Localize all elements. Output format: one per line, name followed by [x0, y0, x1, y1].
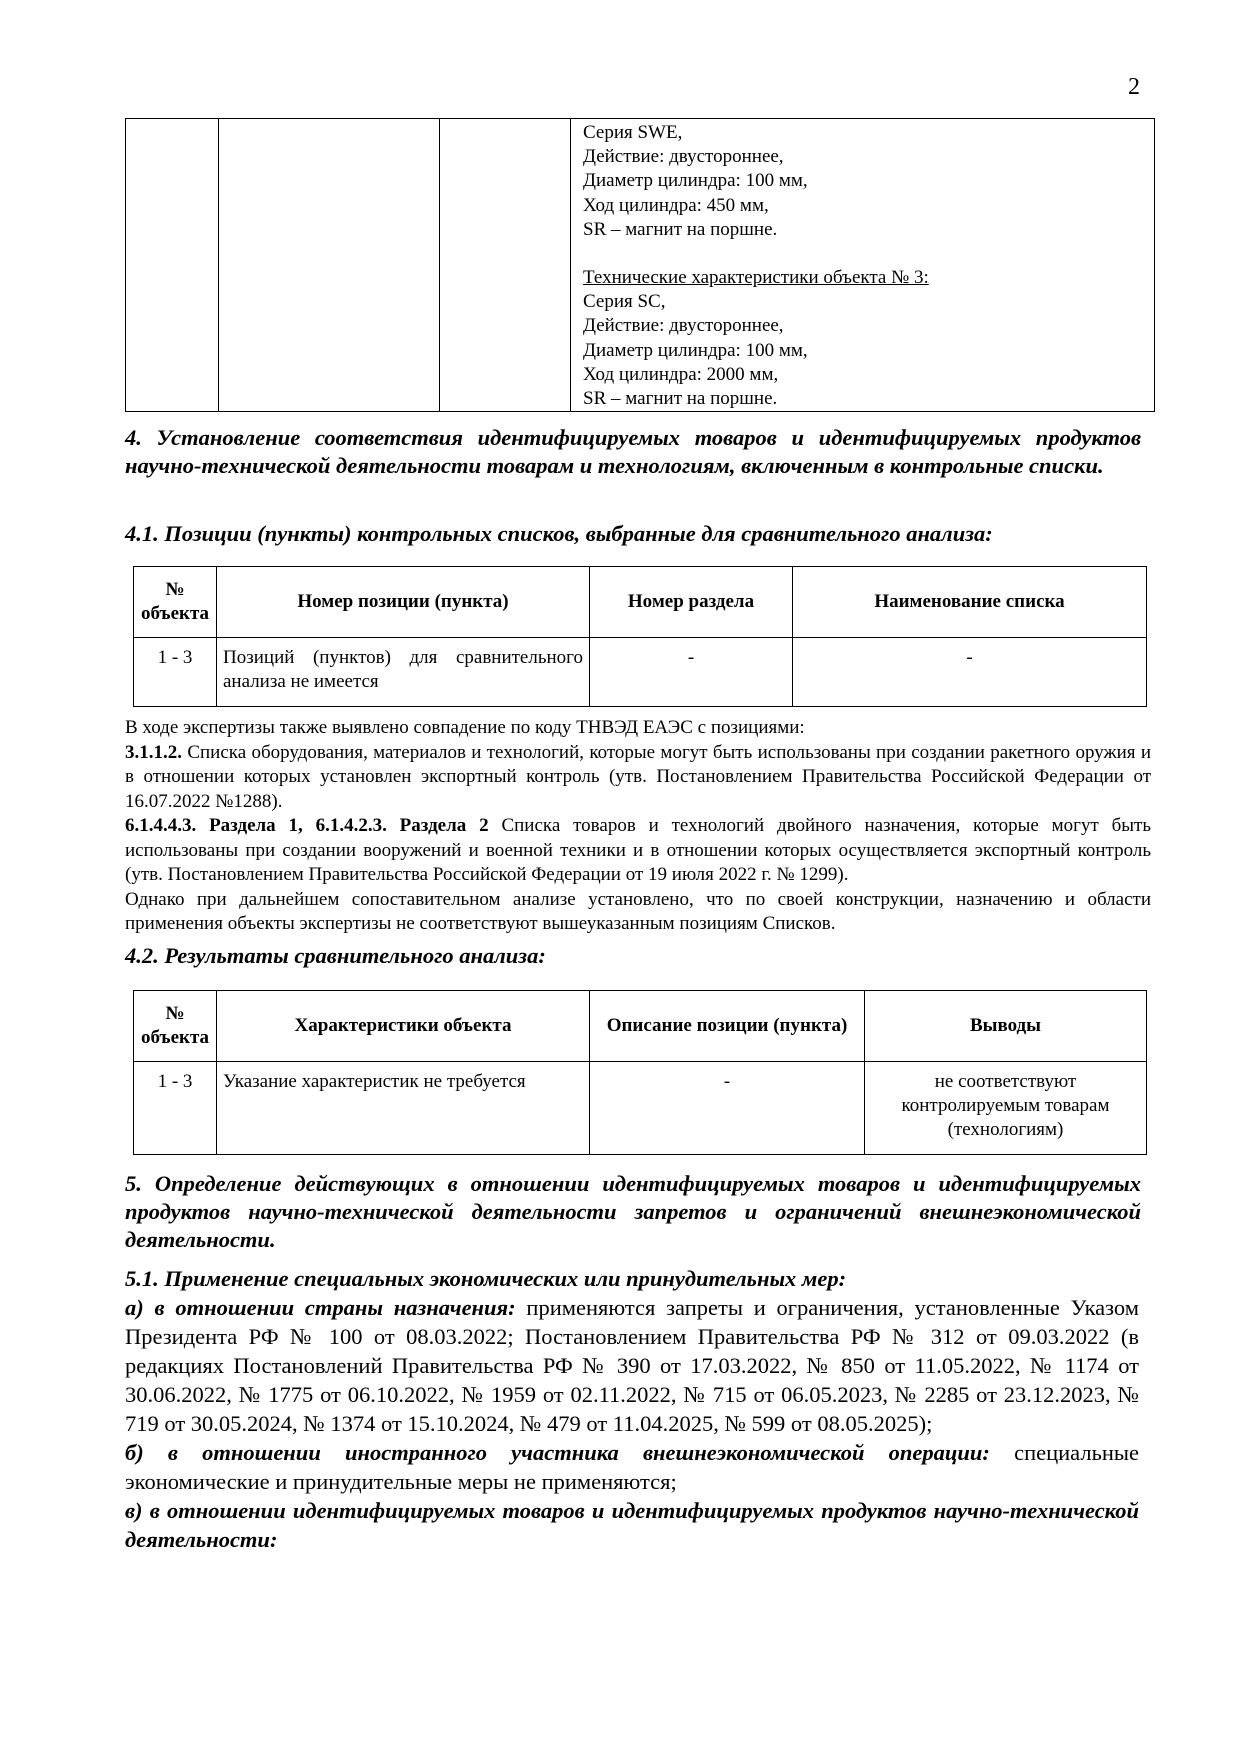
- spec-cell: [571, 119, 1155, 412]
- spec-line: Ход цилиндра: 450 мм,: [583, 194, 769, 216]
- spec-line: Диаметр цилиндра: 100 мм,: [583, 339, 808, 361]
- table-cell: не соответствуют контролируемым товарам (технологиям): [865, 1062, 1147, 1155]
- col-header: № объекта: [134, 567, 217, 638]
- section-5-heading: 5. Определение действующих в отношении идентифицируемых товаров и идентифицируемых продуктов научно-технической деятельности запретов и ограничений внешнеэкономической деятельности.: [125, 1171, 1141, 1252]
- analysis-text: [125, 716, 1151, 937]
- section-4-heading: 4. Установление соответствия идентифицируемых товаров и идентифицируемых продуктов научно-технической деятельности товарам и технологиям, включенным в контрольные списки.: [125, 425, 1141, 478]
- section-4-1-heading: 4.1. Позиции (пункты) контрольных списков, выбранные для сравнительного анализа:: [125, 521, 993, 546]
- spec-line: SR – магнит на поршне.: [583, 388, 778, 410]
- table-cell: Позиций (пунктов) для сравнительного анализа не имеется: [217, 638, 590, 707]
- section-5-1-heading: 5.1. Применение специальных экономических или принудительных мер:: [125, 1266, 847, 1291]
- paragraph: б) в отношении иностранного участника внешнеэкономической операции: специальные экономические и принудительные меры не применяются;: [125, 1440, 1139, 1494]
- spec-line: Диаметр цилиндра: 100 мм,: [583, 170, 808, 192]
- table-header-row: [134, 991, 1147, 1062]
- section-5-body: [125, 1264, 1139, 1554]
- paragraph: 6.1.4.4.3. Раздела 1, 6.1.4.2.3. Раздела 2 Списка товаров и технологий двойного назначения, которые могут быть использованы при создании вооружений и военной техники и в отношении которых осуществляется экспортный контроль (утв. Постановлением Правительства Российской Федерации от 19 июля 2022 г. № 1299).: [125, 815, 1151, 885]
- col-header: Номер раздела: [590, 567, 793, 638]
- table-4-1: [133, 566, 1147, 707]
- paragraph: 3.1.1.2. Списка оборудования, материалов и технологий, которые могут быть использованы при создании ракетного оружия и в отношении которых установлен экспортный контроль (утв. Постановлением Правительства Российской Федерации от 16.07.2022 №1288).: [125, 741, 1151, 812]
- position-ref: 3.1.1.2.: [125, 741, 182, 763]
- table-cell: Указание характеристик не требуется: [217, 1062, 590, 1155]
- table-cell: -: [590, 1062, 865, 1155]
- table-header-row: [134, 567, 1147, 638]
- paragraph: Однако при дальнейшем сопоставительном анализе установлено, что по своей конструкции, назначению и области применения объекты экспертизы не соответствуют вышеуказанным позициям Списков.: [125, 888, 1151, 934]
- section-4-2-heading: 4.2. Результаты сравнительного анализа:: [125, 943, 546, 968]
- empty-cell: [126, 119, 219, 412]
- spec-line: SR – магнит на поршне.: [583, 218, 778, 240]
- table-row: [134, 1062, 1147, 1155]
- table-cell: -: [590, 638, 793, 707]
- table-cell: 1 - 3: [134, 638, 217, 707]
- table-cell: -: [793, 638, 1147, 707]
- table-cell: 1 - 3: [134, 1062, 217, 1155]
- spec-heading: Технические характеристики объекта № 3:: [583, 267, 929, 289]
- spec-line: Действие: двустороннее,: [583, 146, 784, 168]
- col-header: Описание позиции (пункта): [590, 991, 865, 1062]
- col-header: № объекта: [134, 991, 217, 1062]
- paragraph: а) в отношении страны назначения: применяются запреты и ограничения, установленные Указом Президента РФ № 100 от 08.03.2022; Постановлением Правительства РФ № 312 от 09.03.2022 (в редакциях Постановлений Правительства РФ № 390 от 17.03.2022, № 850 от 11.05.2022, № 1174 от 30.06.2022, № 1775 от 06.10.2022, № 1959 от 02.11.2022, № 715 от 06.05.2023, № 2285 от 23.12.2023, № 719 от 30.05.2024, № 1374 от 15.10.2024, № 479 от 11.04.2025, № 599 от 08.05.2025);: [125, 1295, 1139, 1436]
- col-header: Наименование списка: [793, 567, 1147, 638]
- spec-line: Ход цилиндра: 2000 мм,: [583, 363, 779, 385]
- paragraph: В ходе экспертизы также выявлено совпадение по коду ТНВЭД ЕАЭС с позициями:: [125, 717, 805, 738]
- col-header: Выводы: [865, 991, 1147, 1062]
- col-header: Номер позиции (пункта): [217, 567, 590, 638]
- spec-line: Серия SC,: [583, 291, 666, 313]
- empty-cell: [440, 119, 571, 412]
- paragraph: в) в отношении идентифицируемых товаров и идентифицируемых продуктов научно-технической деятельности:: [125, 1498, 1139, 1552]
- table-row: [134, 638, 1147, 707]
- empty-cell: [219, 119, 440, 412]
- continuation-table: [125, 118, 1155, 412]
- page-number: 2: [1128, 74, 1140, 100]
- col-header: Характеристики объекта: [217, 991, 590, 1062]
- table-row: [126, 119, 1155, 412]
- position-ref: 6.1.4.4.3. Раздела 1, 6.1.4.2.3. Раздела 2: [125, 815, 489, 836]
- spec-line: Действие: двустороннее,: [583, 315, 784, 337]
- table-4-2: [133, 990, 1147, 1155]
- spec-line: Серия SWE,: [583, 122, 683, 143]
